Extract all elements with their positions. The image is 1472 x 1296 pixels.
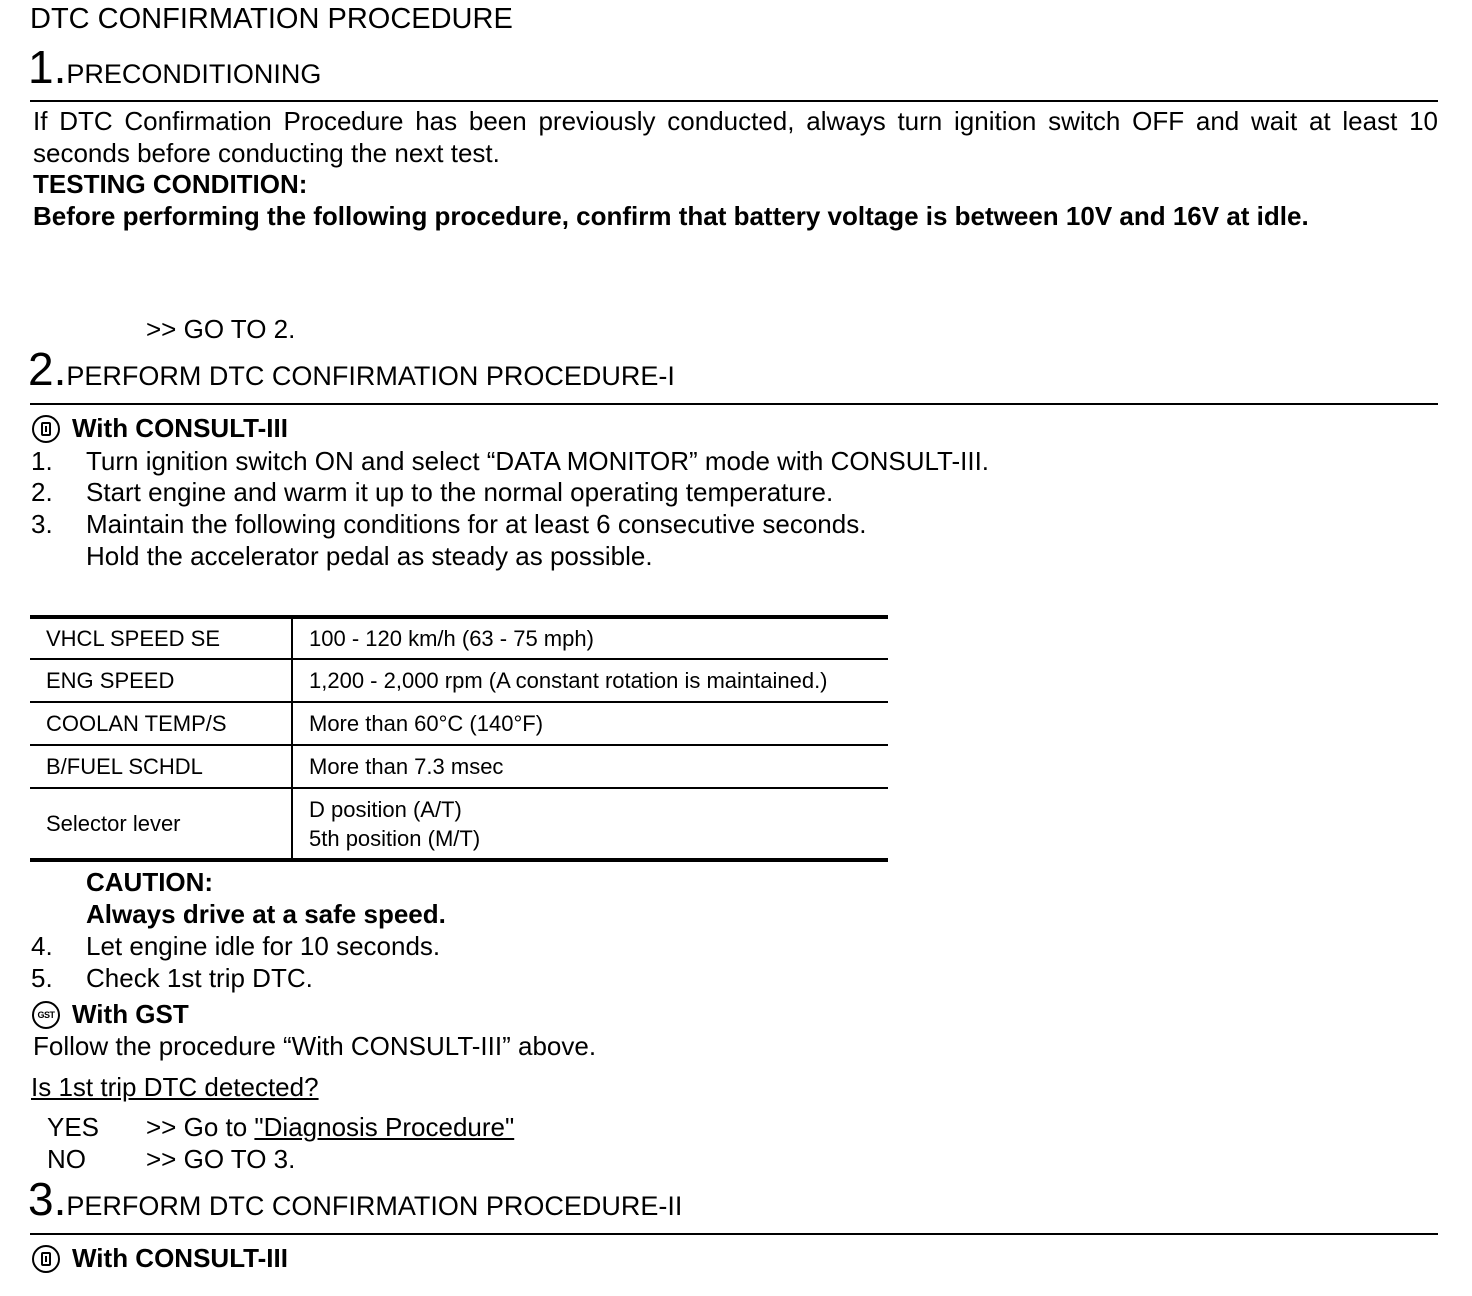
no-answer: >> GO TO 3. <box>146 1144 296 1174</box>
list-item-text: Turn ignition switch ON and select “DATA MONITOR” mode with CONSULT-III. <box>86 446 990 476</box>
yes-answer <box>146 1111 514 1143</box>
caution-text: Always drive at a safe speed. <box>86 899 446 929</box>
gst-icon-text: GST <box>37 1010 55 1020</box>
table-cell-item: COOLAN TEMP/S <box>30 702 292 745</box>
step-2-divider <box>30 403 1438 405</box>
list-item-number: 2. <box>31 477 53 507</box>
consult-icon <box>32 1245 60 1273</box>
with-consult-label: With CONSULT-III <box>72 413 288 443</box>
table-cell-item: Selector lever <box>30 788 292 860</box>
yes-prefix: >> Go to <box>146 1112 255 1142</box>
table-cell-value: More than 7.3 msec <box>292 745 888 788</box>
step-2-title: PERFORM DTC CONFIRMATION PROCEDURE-I <box>66 361 675 391</box>
list-item-text: Start engine and warm it up to the normal operating temperature. <box>86 477 834 507</box>
table-cell-item: ENG SPEED <box>30 659 292 702</box>
caution-label: CAUTION: <box>86 867 214 897</box>
with-consult-label: With CONSULT-III <box>72 1243 288 1273</box>
table-cell-value: More than 60°C (140°F) <box>292 702 888 745</box>
table-cell-item: VHCL SPEED SE <box>30 617 292 659</box>
with-gst-label: With GST <box>72 999 189 1029</box>
step-3-heading <box>28 1173 683 1225</box>
conditions-table <box>30 615 888 862</box>
testing-condition-label: TESTING CONDITION: <box>33 169 308 199</box>
table-cell-value <box>292 788 888 860</box>
list-item-number: 3. <box>31 509 53 539</box>
table-row <box>30 659 888 702</box>
table-cell-value-line: D position (A/T) <box>309 796 462 822</box>
yes-label: YES <box>47 1112 100 1142</box>
table-row <box>30 617 888 659</box>
table-cell-value-line: 5th position (M/T) <box>309 825 481 851</box>
table-cell-value: 1,200 - 2,000 rpm (A constant rotation is maintained.) <box>292 659 888 702</box>
step-3-number: 3. <box>28 1173 67 1225</box>
step-1-heading <box>28 41 322 93</box>
table-cell-value: 100 - 120 km/h (63 - 75 mph) <box>292 617 888 659</box>
testing-condition-text: Before performing the following procedure, confirm that battery voltage is between 10V and 16V at idle. <box>33 201 1309 231</box>
table-row <box>30 788 888 860</box>
step-1-number: 1. <box>28 41 67 93</box>
list-item-subtext: Hold the accelerator pedal as steady as possible. <box>86 541 653 571</box>
list-item-number: 5. <box>31 963 53 993</box>
list-item-number: 4. <box>31 931 53 961</box>
list-item-number: 1. <box>31 446 53 476</box>
table-row <box>30 702 888 745</box>
page-title: DTC CONFIRMATION PROCEDURE <box>30 3 513 35</box>
diagnosis-procedure-link[interactable]: "Diagnosis Procedure" <box>254 1112 515 1142</box>
step-1-paragraph: If DTC Confirmation Procedure has been previously conducted, always turn ignition switch OFF and wait at least 10 seconds before conducting the next test. <box>33 106 1438 168</box>
table-cell-item: B/FUEL SCHDL <box>30 745 292 788</box>
list-item-text: Maintain the following conditions for at least 6 consecutive seconds. <box>86 509 867 539</box>
step-3-title: PERFORM DTC CONFIRMATION PROCEDURE-II <box>66 1191 683 1221</box>
consult-icon <box>32 415 60 443</box>
list-item-text: Check 1st trip DTC. <box>86 963 313 993</box>
table-row <box>30 745 888 788</box>
question-text: Is 1st trip DTC detected? <box>31 1072 319 1102</box>
list-item-text: Let engine idle for 10 seconds. <box>86 931 441 961</box>
step-1-goto: >> GO TO 2. <box>146 314 296 344</box>
step-2-heading <box>28 343 675 395</box>
no-label: NO <box>47 1144 86 1174</box>
step-2-number: 2. <box>28 343 67 395</box>
gst-icon <box>32 1001 60 1029</box>
step-3-divider <box>30 1233 1438 1235</box>
step-1-divider <box>30 100 1438 102</box>
step-1-title: PRECONDITIONING <box>66 59 322 89</box>
gst-text: Follow the procedure “With CONSULT-III” above. <box>33 1031 597 1061</box>
